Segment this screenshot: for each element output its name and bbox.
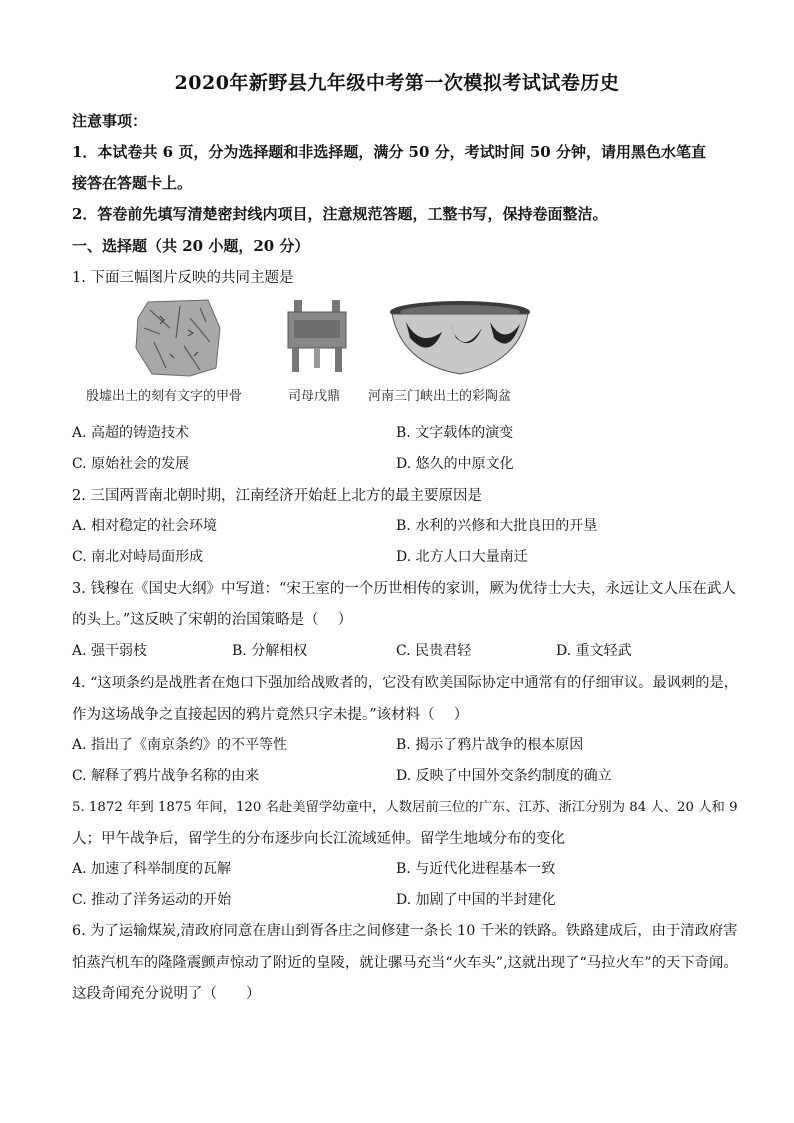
caption-pottery-basin: 河南三门峡出土的彩陶盆: [368, 389, 512, 404]
simuwu-ding-image: [278, 298, 356, 378]
q4-option-b: B. 揭示了鸦片战争的根本原因: [396, 737, 584, 753]
q5-stem-line-2: 人；甲午战争后，留学生的分布逐步向长江流域延伸。留学生地域分布的变化: [72, 831, 565, 847]
q2-option-a: A. 相对稳定的社会环境: [72, 518, 218, 534]
q5-option-d: D. 加剧了中国的半封建化: [396, 892, 556, 908]
q2-option-b: B. 水利的兴修和大批良田的开垦: [396, 518, 598, 534]
q1-option-d: D. 悠久的中原文化: [396, 456, 514, 472]
q4-option-c: C. 解释了鸦片战争名称的由来: [72, 768, 260, 784]
q5-option-c: C. 推动了洋务运动的开始: [72, 892, 232, 908]
q1-option-b: B. 文字载体的演变: [396, 425, 514, 441]
q3-stem-line-2: 的头上。”这反映了宋朝的治国策略是（ ）: [72, 612, 353, 628]
q1-option-c: C. 原始社会的发展: [72, 456, 190, 472]
q3-stem-line-1: 3. 钱穆在《国史大纲》中写道：“宋王室的一个历世相传的家训，厥为优待士大夫，永远让文人压在武人: [72, 581, 736, 597]
section-heading-choice: 一、选择题（共 20 小题，20 分）: [72, 237, 310, 255]
q2-stem: 2. 三国两晋南北朝时期，江南经济开始赶上北方的最主要原因是: [72, 488, 482, 504]
q1-stem: 1. 下面三幅图片反映的共同主题是: [72, 270, 294, 286]
notice-heading: 注意事项：: [72, 112, 148, 130]
q2-option-c: C. 南北对峙局面形成: [72, 549, 204, 565]
q4-option-d: D. 反映了中国外交条约制度的确立: [396, 768, 612, 784]
q5-stem-line-1: 5. 1872 年到 1875 年间，120 名赴美留学幼童中，人数居前三位的广东、江苏、浙江分别为 84 人、20 人和 9: [72, 800, 738, 815]
q3-option-a: A. 强干弱枝: [72, 643, 148, 659]
caption-simuwu-ding: 司母戊鼎: [288, 389, 341, 404]
notice-item-2: 2．答卷前先填写清楚密封线内项目，注意规范答题，工整书写，保持卷面整洁。: [72, 205, 608, 223]
q1-figures: [72, 296, 572, 406]
q3-option-d: D. 重文轻武: [556, 643, 632, 659]
q5-option-b: B. 与近代化进程基本一致: [396, 861, 556, 877]
caption-oracle-bone: 殷墟出土的刻有文字的甲骨: [86, 389, 243, 404]
q1-option-a: A. 高超的铸造技术: [72, 425, 190, 441]
q5-option-a: A. 加速了科举制度的瓦解: [72, 861, 232, 877]
q4-stem-line-2: 作为这场战争之直接起因的鸦片竟然只字未提。”该材料（ ）: [72, 707, 469, 723]
page-title: 2020年新野县九年级中考第一次模拟考试试卷历史: [174, 72, 620, 94]
notice-item-1-line-1: 1．本试卷共 6 页，分为选择题和非选择题，满分 50 分，考试时间 50 分钟，请用黑色水笔直: [72, 143, 706, 161]
oracle-bone-image: [130, 298, 224, 378]
q3-option-c: C. 民贵君轻: [396, 643, 472, 659]
q6-stem-line-1: 6. 为了运输煤炭,清政府同意在唐山到胥各庄之间修建一条长 10 千米的铁路。铁路建成后，由于清政府害: [72, 923, 738, 939]
q2-option-d: D. 北方人口大量南迁: [396, 549, 528, 565]
q3-option-b: B. 分解相权: [232, 643, 308, 659]
q4-stem-line-1: 4. “这项条约是战胜者在炮口下强加给战败者的，它没有欧美国际协定中通常有的仔细审议。最讽刺的是，: [72, 675, 738, 691]
painted-pottery-basin-image: [386, 298, 534, 378]
q6-stem-line-2: 怕蒸汽机车的隆隆震颤声惊动了附近的皇陵，就让骡马充当“火车头”,这就出现了“马拉火车”的天下奇闻。: [72, 955, 738, 971]
notice-item-1-line-2: 接答在答题卡上。: [72, 174, 193, 192]
q6-stem-line-3: 这段奇闻充分说明了（ ）: [72, 986, 261, 1002]
q4-option-a: A. 指出了《南京条约》的不平等性: [72, 737, 288, 753]
